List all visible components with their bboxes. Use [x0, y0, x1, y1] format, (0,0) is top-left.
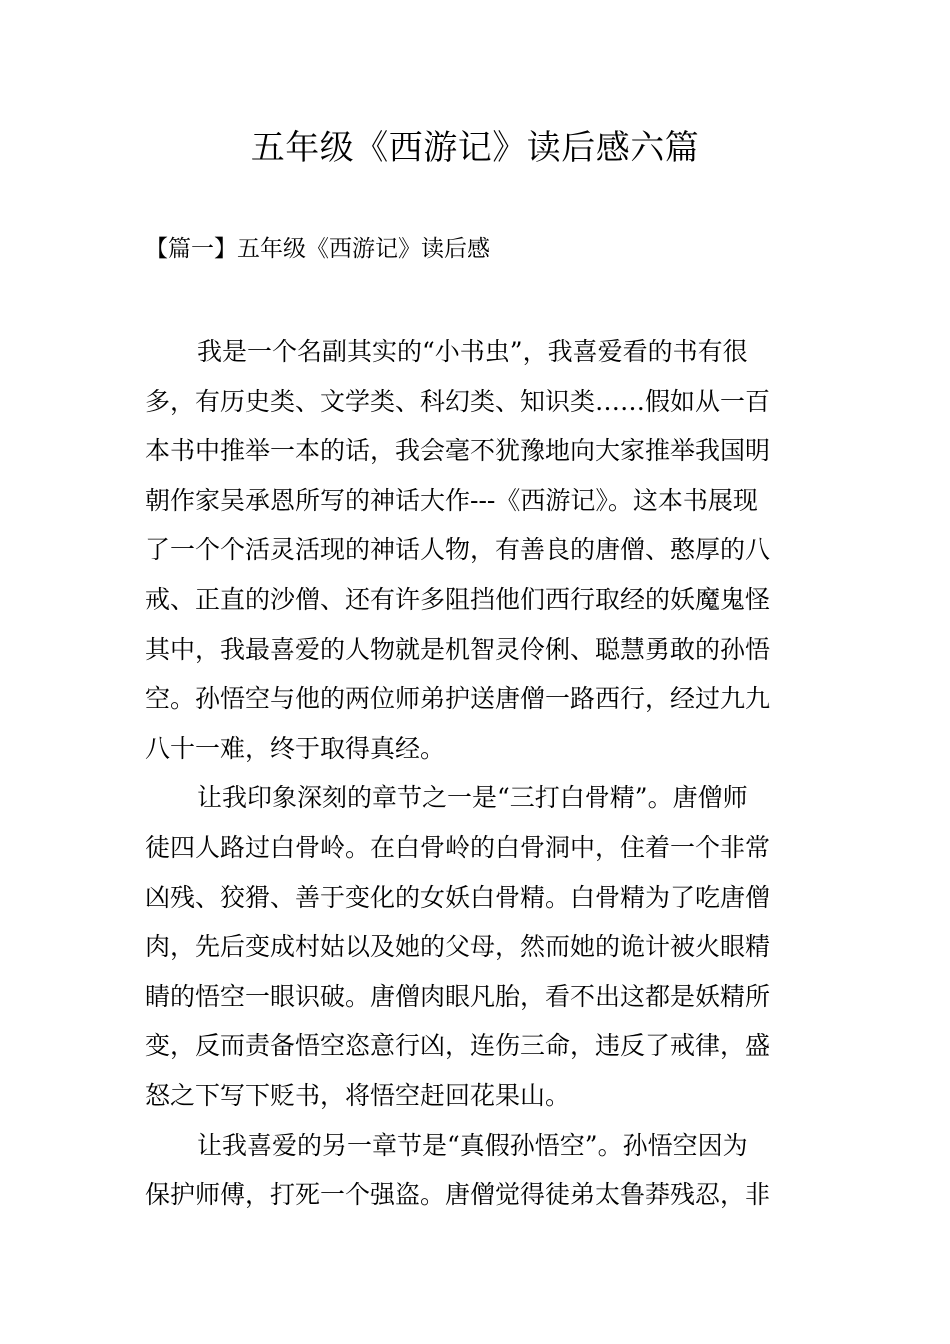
- text-line: 空。孙悟空与他的两位师弟护送唐僧一路西行，经过九九: [145, 684, 771, 714]
- document-title: 五年级《西游记》读后感六篇: [250, 128, 700, 168]
- paragraph-3: [145, 1121, 805, 1220]
- document-body: [145, 327, 805, 1220]
- text-line: 其中，我最喜爱的人物就是机智灵伶俐、聪慧勇敢的孙悟: [145, 634, 771, 664]
- text-line: 凶残、狡猾、善于变化的女妖白骨精。白骨精为了吃唐僧: [145, 882, 771, 912]
- text-line: 朝作家吴承恩所写的神话大作---《西游记》。这本书展现: [145, 485, 758, 515]
- text-line: 保护师傅，打死一个强盗。唐僧觉得徒弟太鲁莽残忍，非: [145, 1180, 771, 1210]
- paragraph-2: [145, 773, 805, 1120]
- paragraph-1: [145, 327, 805, 773]
- text-line: 本书中推举一本的话，我会毫不犹豫地向大家推举我国明: [145, 436, 771, 466]
- text-line: 怒之下写下贬书，将悟空赶回花果山。: [145, 1080, 571, 1110]
- text-line: 让我喜爱的另一章节是“真假孙悟空”。孙悟空因为: [197, 1130, 748, 1160]
- text-line: 肉，先后变成村姑以及她的父母，然而她的诡计被火眼精: [145, 932, 771, 962]
- text-line: 多，有历史类、文学类、科幻类、知识类……假如从一百: [145, 386, 771, 416]
- text-line: 八十一难，终于取得真经。: [145, 733, 446, 763]
- text-line: 戒、正直的沙僧、还有许多阻挡他们西行取经的妖魔鬼怪: [145, 584, 771, 614]
- text-line: 了一个个活灵活现的神话人物，有善良的唐僧、憨厚的八: [145, 535, 771, 565]
- text-line: 睛的悟空一眼识破。唐僧肉眼凡胎，看不出这都是妖精所: [145, 981, 771, 1011]
- text-line: 变，反而责备悟空恣意行凶，连伤三命，违反了戒律，盛: [145, 1031, 771, 1061]
- text-line: 让我印象深刻的章节之一是“三打白骨精”。唐僧师: [197, 783, 748, 813]
- text-line: 徒四人路过白骨岭。在白骨岭的白骨洞中，住着一个非常: [145, 832, 771, 862]
- text-line: 我是一个名副其实的“小书虫”，我喜爱看的书有很: [197, 337, 748, 366]
- section-heading: 【篇一】五年级《西游记》读后感: [145, 236, 490, 262]
